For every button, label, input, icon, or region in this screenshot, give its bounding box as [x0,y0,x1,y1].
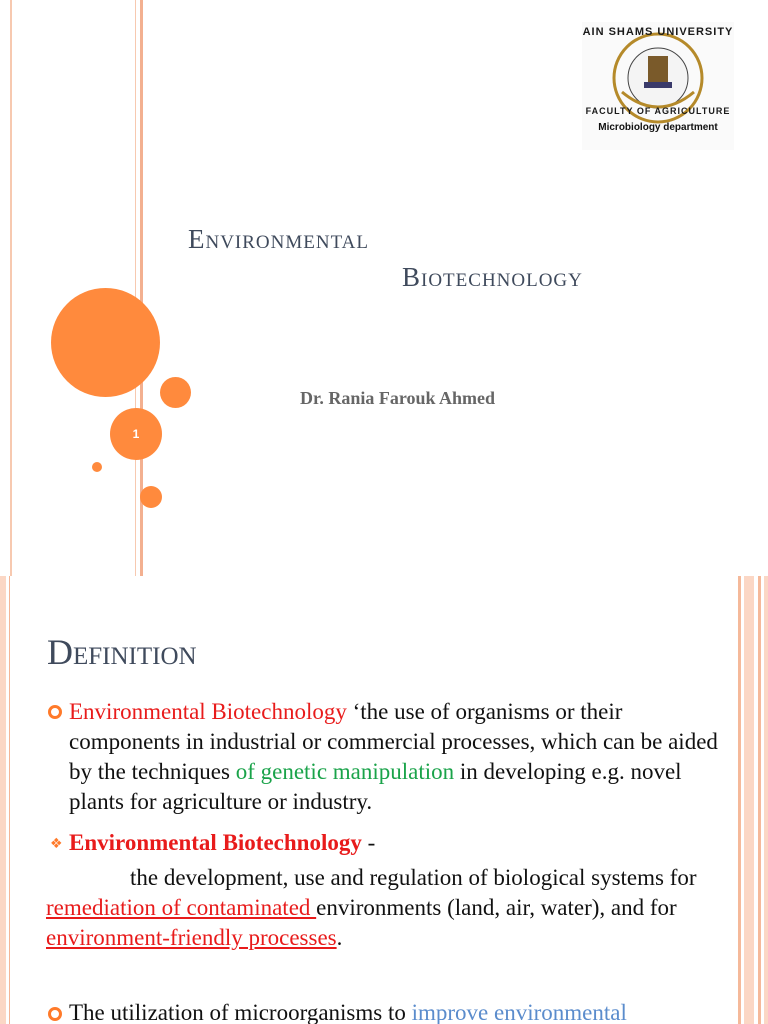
decor-circle [51,288,160,397]
page-number: 1 [132,427,140,441]
decor-line [744,576,754,1024]
decor-line [764,576,768,1024]
decor-circle [140,486,162,508]
logo-faculty: FACULTY OF AGRICULTURE [585,106,731,116]
title-line-1: Environmental [188,224,370,254]
text: - [361,830,376,855]
logo-university: AIN SHAMS UNIVERSITY [582,26,734,38]
text: ‘the use of organisms or their components in industrial or commercial processes, which can be aided by the techniques [69,699,718,784]
definition-paragraph-3 [69,998,729,1024]
definition-paragraph-1 [69,697,719,817]
definition-term-2 [69,828,719,858]
decor-line [9,576,10,1024]
decor-line [135,0,136,576]
text: the development, use and regulation of biological systems for [130,865,697,890]
definition-slide [0,576,768,1024]
decor-line [10,0,12,576]
bullet-icon [48,705,62,719]
logo-department: Microbiology department [598,122,718,133]
text: environments (land, air, water), and for [316,895,677,920]
text: . [336,925,343,950]
definition-paragraph-2 [46,863,726,953]
decor-line [738,576,741,1024]
decor-line [758,576,761,1024]
link-text: environment-friendly processes [46,925,337,950]
term: Environmental Biotechnology [69,699,347,724]
university-logo [582,22,734,150]
decor-circle [92,462,102,472]
link-text: remediation of contaminated [46,895,317,920]
decor-circle [160,377,191,408]
bullet-icon [48,1007,62,1021]
term: Environmental Biotechnology [69,830,362,855]
decor-line [0,576,6,1024]
highlight-text: of genetic manipulation [235,759,455,784]
author-name: Dr. Rania Farouk Ahmed [300,388,496,408]
slide-heading: Definition [47,632,197,672]
text: The utilization of microorganisms to [69,1000,412,1024]
title-line-2: Biotechnology [402,262,583,292]
diamond-bullet-icon: ❖ [50,836,63,852]
highlight-text: improve environmental [411,1000,627,1024]
text: in developing e.g. novel plants for agriculture or industry. [69,759,682,814]
